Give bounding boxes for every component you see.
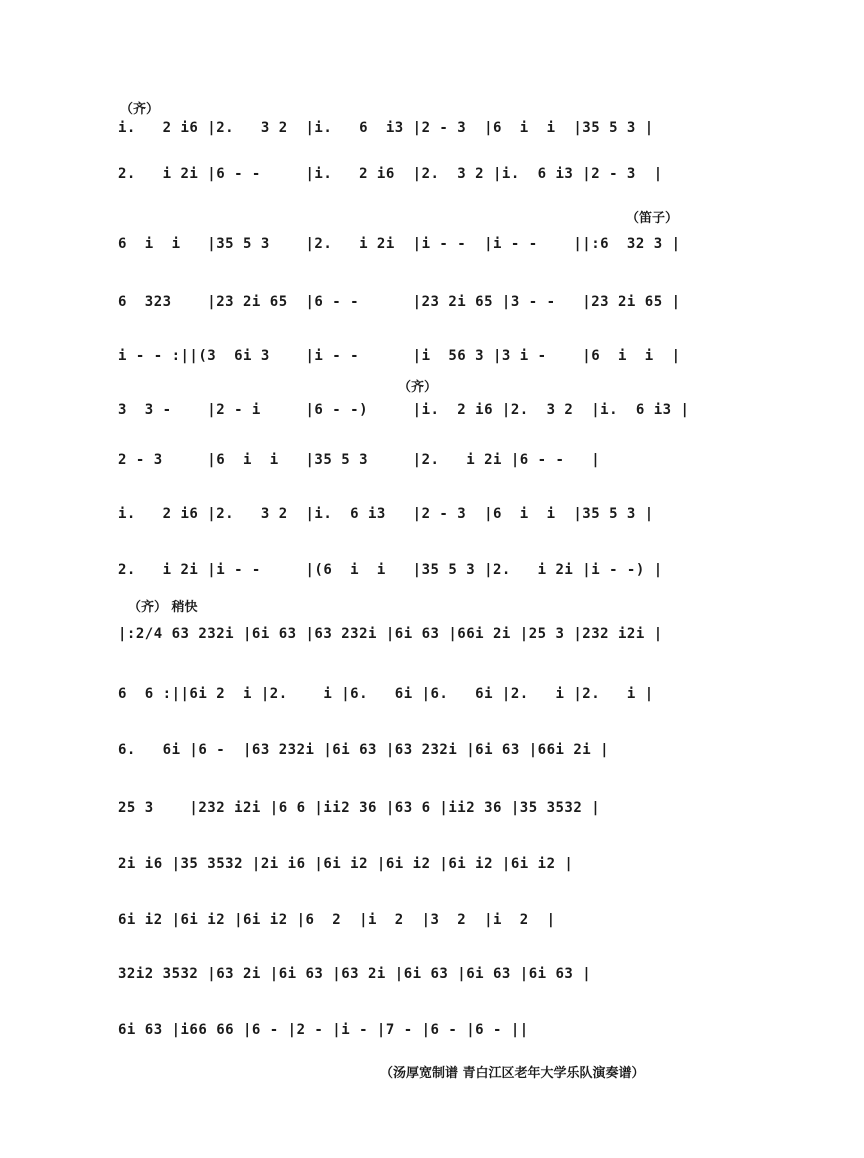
score-line-15 [118,906,758,936]
score-line-12 [118,736,758,766]
notes: 2i i6 |35 3532 |2i i6 |6i i2 |6i i2 |6i i2 |6i i2 | [118,856,574,872]
notes: 6 i i |35 5 3 |2. i 2i |i - - |i - - ||:6 32 3 | [118,236,681,252]
notes: 2. i 2i |i - - |(6 i i |35 5 3 |2. i 2i |i - -) | [118,562,663,578]
section-marker-2: （笛子） [626,211,679,226]
notes: 25 3 |232 i2i |6 6 |ii2 36 |63 6 |ii2 36 |35 3532 | [118,800,601,816]
score-line-11 [118,680,758,710]
score-line-10 [118,620,758,650]
notes: 6 323 |23 2i 65 |6 - - |23 2i 65 |3 - - |23 2i 65 | [118,294,681,310]
score-line-17 [118,1016,758,1046]
notes: 6i i2 |6i i2 |6i i2 |6 2 |i 2 |3 2 |i 2 | [118,912,556,928]
score-line-1 [118,114,758,144]
notes: 6i 63 |i66 66 |6 - |2 - |i - |7 - |6 - |6 - || [118,1022,529,1038]
score-line-13 [118,794,758,824]
notes: 2. i 2i |6 - - |i. 2 i6 |2. 3 2 |i. 6 i3 |2 - 3 | [118,166,663,182]
score-line-8 [118,500,758,530]
notes: 6 6 :||6i 2 i |2. i |6. 6i |6. 6i |2. i |2. i | [118,686,654,702]
notes: i. 2 i6 |2. 3 2 |i. 6 i3 |2 - 3 |6 i i |35 5 3 | [118,506,654,522]
score-line-16 [118,960,758,990]
score-line-6 [118,396,758,426]
notes: i. 2 i6 |2. 3 2 |i. 6 i3 |2 - 3 |6 i i |35 5 3 | [118,120,654,136]
section-marker-1: （齐） [120,102,160,117]
notes: 6. 6i |6 - |63 232i |6i 63 |63 232i |6i 63 |66i 2i | [118,742,610,758]
score-line-14 [118,850,758,880]
section-marker-4: （齐） 稍快 [128,600,198,615]
score-line-3 [118,230,758,260]
section-marker-3: （齐） [398,380,438,395]
score-footer: （汤厚宽制谱 青白江区老年大学乐队演奏谱） [380,1066,645,1081]
notes: 2 - 3 |6 i i |35 5 3 |2. i 2i |6 - - | [118,452,601,468]
score-line-4 [118,288,758,318]
score-line-9 [118,556,758,586]
notes: |:2/4 63 232i |6i 63 |63 232i |6i 63 |66i 2i |25 3 |232 i2i | [118,626,663,642]
notes: 32i2 3532 |63 2i |6i 63 |63 2i |6i 63 |6i 63 |6i 63 | [118,966,592,982]
score-line-2 [118,160,758,190]
notes: i - - :||(3 6i 3 |i - - |i 56 3 |3 i - |6 i i | [118,348,681,364]
notes: 3 3 - |2 - i |6 - -) |i. 2 i6 |2. 3 2 |i. 6 i3 | [118,402,690,418]
score-line-5 [118,342,758,372]
score-line-7 [118,446,758,476]
